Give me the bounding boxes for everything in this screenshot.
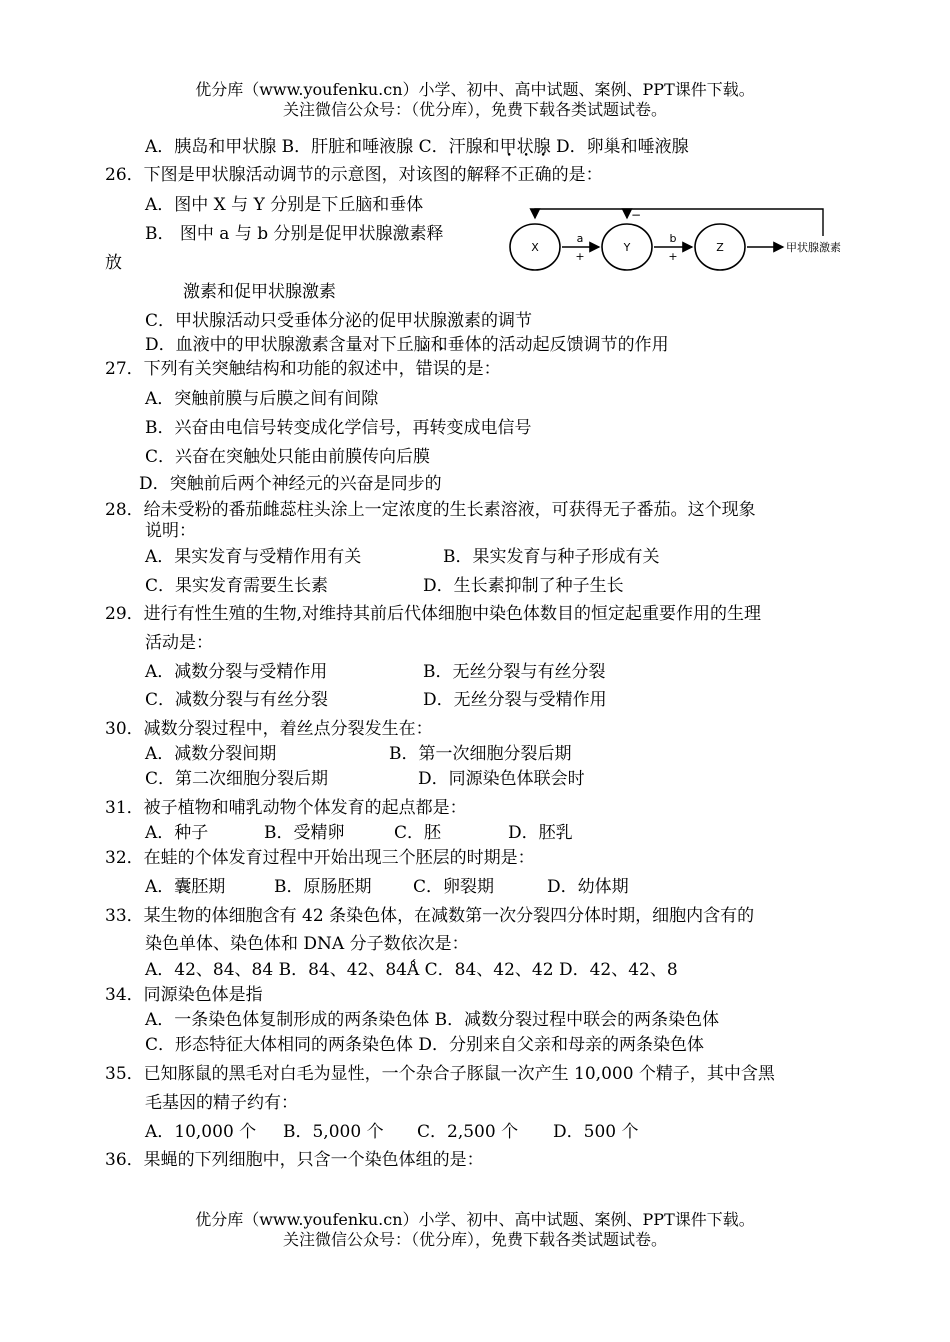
- q30-stem: 30．减数分裂过程中，着丝点分裂发生在：: [105, 719, 433, 739]
- q28-option-d: D．生长素抑制了种子生长: [423, 576, 624, 596]
- q35-stem-1: 35．已知豚鼠的黑毛对白毛为显性，一个杂合子豚鼠一次产生 10,000 个精子，其中含黑: [105, 1064, 775, 1084]
- q29-stem-1: 29．进行有性生殖的生物,对维持其前后代体细胞中染色体数目的恒定起重要作用的生理: [105, 604, 762, 624]
- q32-option-c: C．卵裂期: [413, 877, 495, 897]
- q26-option-b: B． 图中 a 与 b 分别是促甲状腺激素释: [145, 224, 444, 244]
- q26-emph-1: 不: [500, 165, 518, 185]
- q27-option-c: C．兴奋在突触处只能由前膜传向后膜: [145, 447, 431, 467]
- q32-stem: 32．在蛙的个体发育过程中开始出现三个胚层的时期是：: [105, 848, 535, 868]
- q33-options: A．42、84、84 B．84、42、84Ǻ C．84、42、42 D．42、42、8: [145, 960, 678, 980]
- q26-option-d: D．血液中的甲状腺激素含量对下丘脑和垂体的活动起反馈调节的作用: [145, 335, 669, 355]
- q28-option-a: A．果实发育与受精作用有关: [145, 547, 362, 567]
- q27-stem-pre: 27．下列有关突触结构和功能的叙述中，: [105, 359, 416, 379]
- q29-option-d: D．无丝分裂与受精作用: [423, 690, 607, 710]
- q29-stem-2: 活动是：: [145, 633, 213, 653]
- q32-option-d: D．幼体期: [547, 877, 629, 897]
- q31-stem: 31．被子植物和哺乳动物个体发育的起点都是：: [105, 798, 467, 818]
- arrow-b-sign: +: [668, 250, 678, 263]
- q31-option-c: C．胚: [394, 823, 442, 843]
- q32-option-b: B．原肠胚期: [274, 877, 372, 897]
- q26-emph-2: 正: [517, 165, 535, 185]
- node-x-label: X: [531, 241, 539, 254]
- arrow-b-label: b: [669, 232, 677, 245]
- q26-stem-post: 的是：: [551, 165, 603, 185]
- q27-option-b: B．兴奋由电信号转变成化学信号，再转变成电信号: [145, 418, 532, 438]
- q35-option-c: C．2,500 个: [417, 1122, 519, 1142]
- q27-option-d: D．突触前后两个神经元的兴奋是同步的: [139, 474, 442, 494]
- q34-options-cd: C．形态特征大体相同的两条染色体 D．分别来自父亲和母亲的两条染色体: [145, 1035, 705, 1055]
- node-y-label: Y: [623, 241, 631, 254]
- q26-stem: [105, 164, 603, 186]
- q35-stem-2: 毛基因的精子约有：: [145, 1093, 298, 1113]
- header-line-1: 优分库（www.youfenku.cn）小学、初中、高中试题、案例、PPT课件下载。: [195, 80, 755, 99]
- q35-option-a: A．10,000 个: [145, 1122, 257, 1142]
- q34-options-ab: A．一条染色体复制形成的两条染色体 B．减数分裂过程中联会的两条染色体: [145, 1010, 720, 1030]
- thyroid-regulation-diagram: [505, 196, 850, 278]
- arrow-a-sign: +: [575, 250, 585, 263]
- q27-stem-post: 的是：: [449, 359, 501, 379]
- header-line-2: 关注微信公众号：（优分库），免费下载各类试题试卷。: [282, 100, 667, 119]
- q33-stem-1: 33．某生物的体细胞含有 42 条染色体，在减数第一次分裂四分体时期，细胞内含有的: [105, 906, 755, 926]
- q26-stem-pre: 26．下图是甲状腺活动调节的示意图，对该图的解释: [105, 165, 501, 185]
- q29-option-c: C．减数分裂与有丝分裂: [145, 690, 329, 710]
- q26-option-a: A．图中 X 与 Y 分别是下丘脑和垂体: [145, 195, 424, 215]
- node-z-label: Z: [716, 241, 724, 254]
- q30-option-c: C．第二次细胞分裂后期: [145, 769, 329, 789]
- feedback-sign: −: [631, 208, 642, 222]
- q33-stem-2: 染色单体、染色体和 DNA 分子数依次是：: [145, 934, 469, 954]
- footer-line-1: 优分库（www.youfenku.cn）小学、初中、高中试题、案例、PPT课件下载。: [195, 1210, 755, 1229]
- q29-option-a: A．减数分裂与受精作用: [145, 662, 328, 682]
- q31-option-a: A．种子: [145, 823, 209, 843]
- q27-emph-1: 错: [415, 359, 433, 379]
- q30-option-d: D．同源染色体联会时: [418, 769, 585, 789]
- q29-option-b: B．无丝分裂与有丝分裂: [423, 662, 606, 682]
- q27-emph-2: 误: [432, 359, 450, 379]
- q26-emph-3: 确: [534, 165, 552, 185]
- q28-stem-1: 28．给未受粉的番茄雌蕊柱头涂上一定浓度的生长素溶液，可获得无子番茄。这个现象: [105, 500, 756, 520]
- q28-option-c: C．果实发育需要生长素: [145, 576, 329, 596]
- q27-stem: [105, 358, 501, 380]
- q26-option-c: C．甲状腺活动只受垂体分泌的促甲状腺激素的调节: [145, 311, 533, 331]
- q28-stem-2: 说明：: [145, 521, 196, 541]
- q26-option-b-cont: 激素和促甲状腺激素: [183, 282, 336, 302]
- q26-option-b-wrap: 放: [105, 253, 122, 273]
- q30-option-a: A．减数分裂间期: [145, 744, 277, 764]
- q31-option-d: D．胚乳: [508, 823, 573, 843]
- q32-option-a: A．囊胚期: [145, 877, 226, 897]
- q27-option-a: A．突触前膜与后膜之间有间隙: [145, 389, 379, 409]
- q34-stem: 34．同源染色体是指: [105, 985, 263, 1005]
- q36-stem: 36．果蝇的下列细胞中，只含一个染色体组的是：: [105, 1150, 484, 1170]
- q35-option-b: B．5,000 个: [283, 1122, 384, 1142]
- q28-option-b: B．果实发育与种子形成有关: [443, 547, 660, 567]
- q30-option-b: B．第一次细胞分裂后期: [389, 744, 572, 764]
- q35-option-d: D．500 个: [553, 1122, 639, 1142]
- footer-line-2: 关注微信公众号：（优分库），免费下载各类试题试卷。: [282, 1230, 667, 1249]
- q25-options: A．胰岛和甲状腺 B．肝脏和唾液腺 C．汗腺和甲状腺 D．卵巢和唾液腺: [145, 137, 689, 157]
- q31-option-b: B．受精卵: [264, 823, 345, 843]
- arrow-a-label: a: [576, 232, 584, 245]
- output-label: 甲状腺激素: [786, 241, 841, 254]
